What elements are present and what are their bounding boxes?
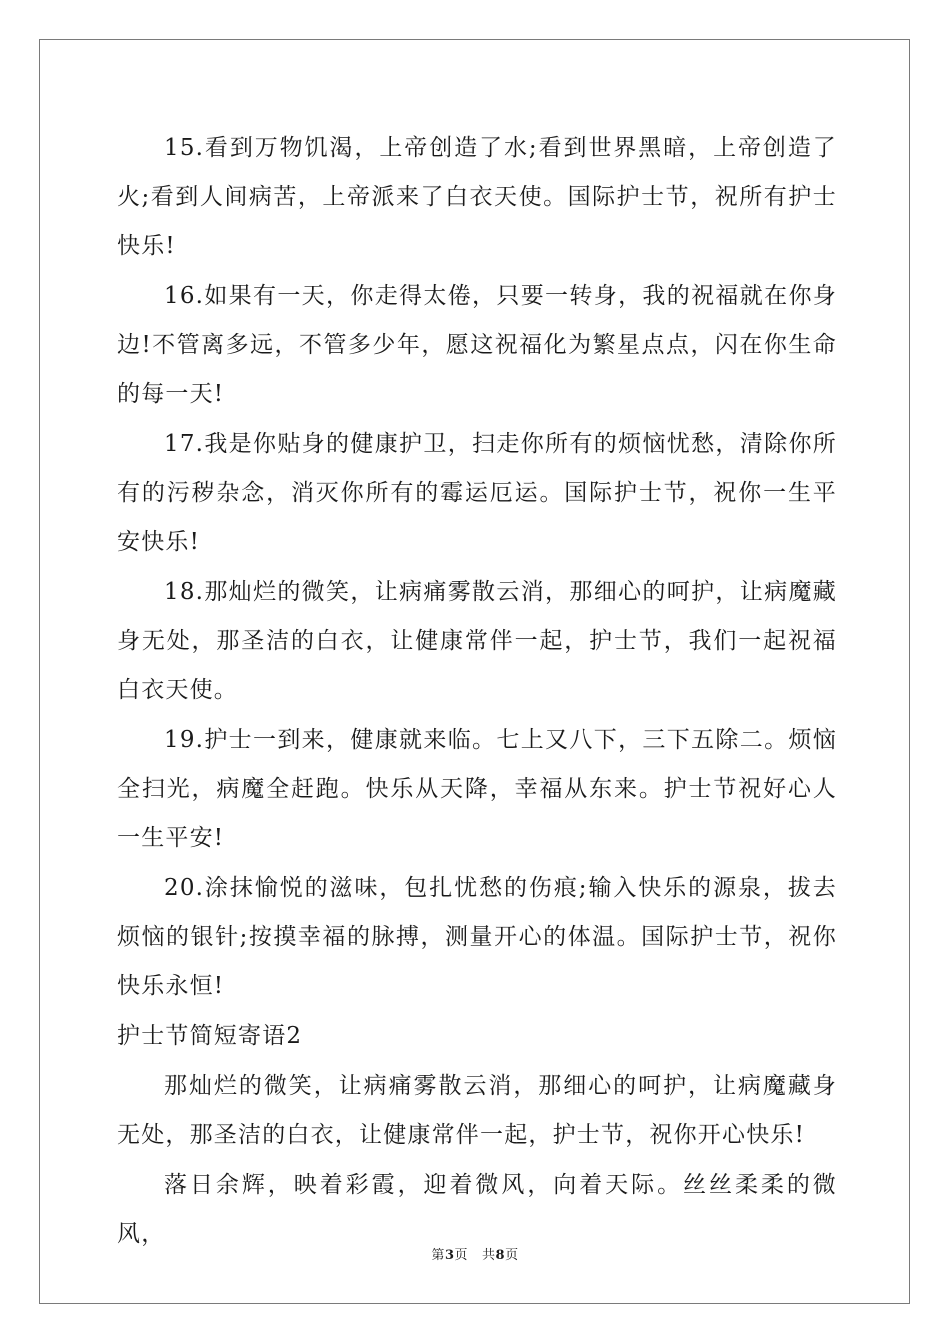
total-prefix: 共 — [482, 1248, 496, 1263]
document-body — [117, 124, 837, 1260]
paragraph-greeting-2: 落日余辉，映着彩霞，迎着微风，向着天际。丝丝柔柔的微风， — [117, 1172, 837, 1247]
paragraph-greeting-1: 那灿烂的微笑，让病痛雾散云消，那细心的呵护，让病魔藏身无处，那圣洁的白衣，让健康常伴一起，护士节，祝你开心快乐! — [117, 1073, 837, 1148]
page-number: 3 — [444, 1248, 455, 1263]
total-pages: 8 — [495, 1248, 506, 1263]
section-heading: 护士节简短寄语2 — [117, 1023, 303, 1049]
paragraph-17: 17.我是你贴身的健康护卫，扫走你所有的烦恼忧愁，清除你所有的污秽杂念，消灭你所有的霉运厄运。国际护士节，祝你一生平安快乐! — [117, 431, 837, 555]
page-suffix: 页 — [454, 1248, 468, 1263]
paragraph-16: 16.如果有一天，你走得太倦，只要一转身，我的祝福就在你身边!不管离多远，不管多少年，愿这祝福化为繁星点点，闪在你生命的每一天! — [117, 283, 837, 407]
total-suffix: 页 — [505, 1248, 519, 1263]
paragraph-20: 20.涂抹愉悦的滋味，包扎忧愁的伤痕;输入快乐的源泉，拔去烦恼的银针;按摸幸福的脉搏，测量开心的体温。国际护士节，祝你快乐永恒! — [117, 875, 837, 999]
page-footer — [0, 1244, 950, 1263]
paragraph-15: 15.看到万物饥渴，上帝创造了水;看到世界黑暗，上帝创造了火;看到人间病苦，上帝派来了白衣天使。国际护士节，祝所有护士快乐! — [117, 135, 837, 259]
page-prefix: 第 — [431, 1248, 445, 1263]
paragraph-18: 18.那灿烂的微笑，让病痛雾散云消，那细心的呵护，让病魔藏身无处，那圣洁的白衣，让健康常伴一起，护士节，我们一起祝福白衣天使。 — [117, 579, 837, 703]
paragraph-19: 19.护士一到来，健康就来临。七上又八下，三下五除二。烦恼全扫光，病魔全赶跑。快乐从天降，幸福从东来。护士节祝好心人一生平安! — [117, 727, 837, 851]
